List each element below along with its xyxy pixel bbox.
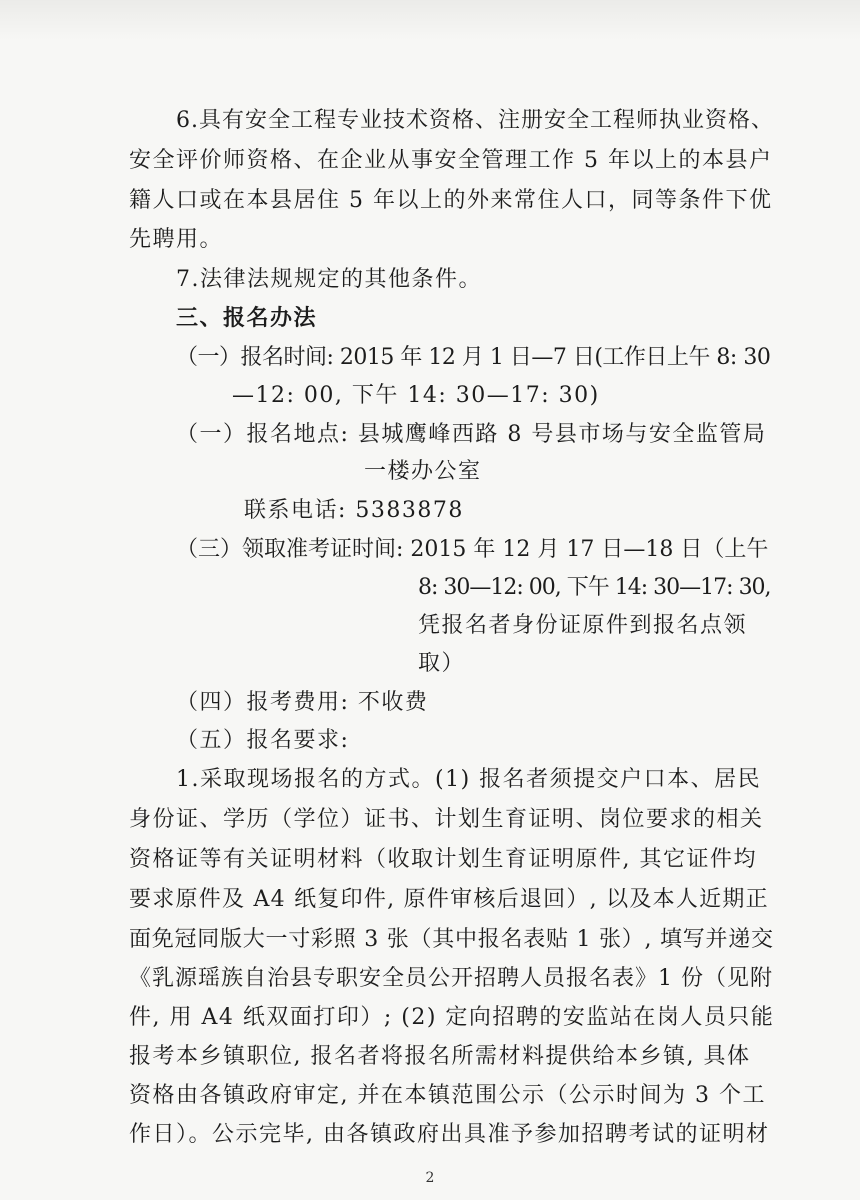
text-line: 资格证等有关证明材料（收取计划生育证明原件, 其它证件均: [129, 847, 757, 872]
text-line: （四）报考费用: 不收费: [176, 690, 429, 715]
text-line: 7.法律法规规定的其他条件。: [176, 267, 482, 292]
text-line: 凭报名者身份证原件到报名点领: [418, 613, 748, 638]
text-line: 联系电话: 5383878: [244, 498, 464, 523]
text-line: 先聘用。: [129, 227, 224, 252]
text-line: （五）报名要求:: [176, 728, 350, 753]
text-line: （一）报名时间: 2015 年 12 月 1 日—7 日(工作日上午 8: 30: [176, 345, 771, 370]
page-number: 2: [425, 1170, 435, 1186]
section-heading: 三、报名办法: [176, 306, 318, 331]
text-line: —12: 00, 下午 14: 30—17: 30): [232, 383, 600, 408]
text-line: 一楼办公室: [364, 459, 482, 484]
text-line: 作日）。公示完毕, 由各镇政府出具准予参加招聘考试的证明材: [129, 1122, 770, 1147]
text-line: 6.具有安全工程专业技术资格、注册安全工程师执业资格、: [176, 108, 774, 133]
text-line: 要求原件及 A4 纸复印件, 原件审核后退回）, 以及本人近期正: [129, 887, 769, 912]
text-line: 安全评价师资格、在企业从事安全管理工作 5 年以上的本县户: [129, 148, 773, 173]
scan-shadow: [0, 0, 860, 40]
text-line: （一）报名地点: 县城鹰峰西路 8 号县市场与安全监管局: [176, 422, 767, 447]
text-line: 报考本乡镇职位, 报名者将报名所需材料提供给本乡镇, 具体: [129, 1044, 751, 1069]
text-line: 面免冠同版大一寸彩照 3 张（其中报名表贴 1 张）, 填写并递交: [129, 927, 774, 952]
text-line: 件, 用 A4 纸双面打印）; (2) 定向招聘的安监站在岗人员只能: [129, 1005, 775, 1030]
text-line: （三）领取准考证时间: 2015 年 12 月 17 日—18 日（上午: [176, 537, 769, 562]
text-line: 身份证、学历（学位）证书、计划生育证明、岗位要求的相关: [129, 807, 764, 832]
text-line: 籍人口或在本县居住 5 年以上的外来常住人口，同等条件下优: [129, 188, 773, 213]
text-line: 1.采取现场报名的方式。(1) 报名者须提交户口本、居民: [176, 767, 762, 792]
text-line: 8: 30—12: 00, 下午 14: 30—17: 30,: [418, 575, 771, 600]
text-line: 资格由各镇政府审定, 并在本镇范围公示（公示时间为 3 个工: [129, 1083, 766, 1108]
text-line: 《乳源瑶族自治县专职安全员公开招聘人员报名表》1 份（见附: [129, 966, 773, 991]
text-line: 取）: [418, 651, 466, 676]
